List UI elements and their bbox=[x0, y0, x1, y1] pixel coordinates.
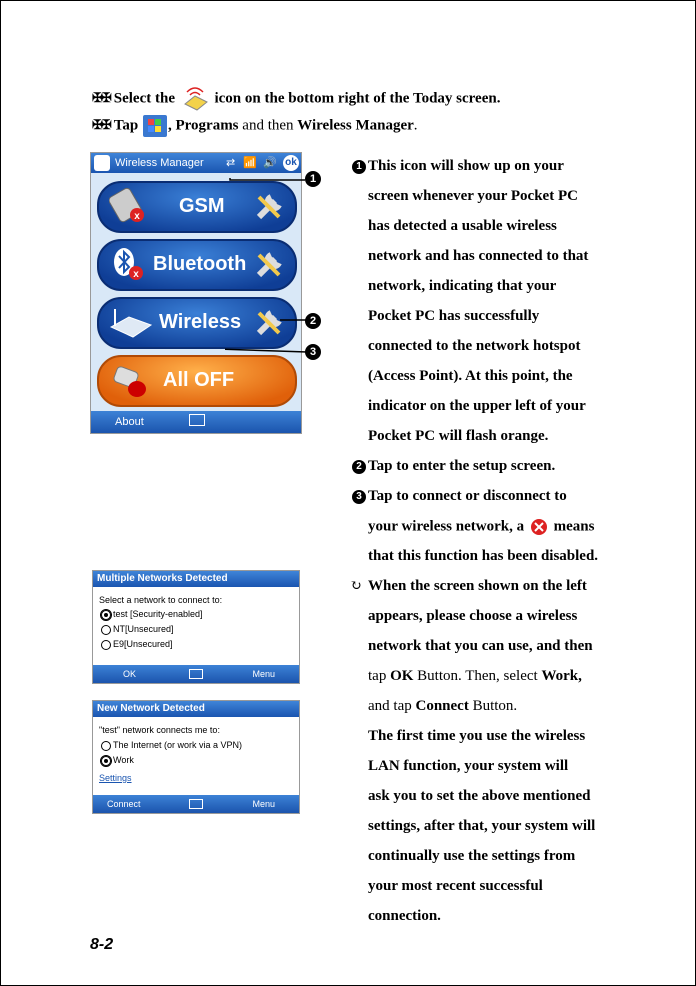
volume-icon[interactable]: 🔊 bbox=[263, 157, 277, 169]
option-work[interactable]: Work bbox=[101, 755, 134, 766]
callout-1: 1 bbox=[305, 171, 321, 187]
ok-softkey[interactable]: OK bbox=[123, 669, 137, 679]
windows-start-icon bbox=[142, 114, 168, 138]
wm-softkey-bar bbox=[91, 411, 301, 433]
option-internet[interactable]: The Internet (or work via a VPN) bbox=[101, 740, 242, 751]
all-off-button[interactable]: All OFF bbox=[97, 355, 297, 407]
keyboard-icon[interactable] bbox=[189, 799, 203, 809]
dialog2-title: New Network Detected bbox=[93, 701, 299, 717]
gsm-button[interactable]: x GSM bbox=[97, 181, 297, 233]
svg-text:x: x bbox=[134, 211, 140, 222]
dialog1-softkey-bar bbox=[93, 665, 299, 683]
disabled-x-icon bbox=[528, 518, 550, 536]
wireless-button[interactable]: Wireless bbox=[97, 297, 297, 349]
arrow-bullet-icon: ↻ bbox=[350, 579, 362, 594]
dialog1-title: Multiple Networks Detected bbox=[93, 571, 299, 587]
svg-text:x: x bbox=[133, 269, 139, 280]
power-switch-icon bbox=[111, 363, 151, 399]
hand-bullet-icon: ✠✠ bbox=[92, 90, 110, 106]
callout-2: 2 bbox=[305, 313, 321, 329]
bluetooth-icon bbox=[109, 245, 147, 283]
callout-lines bbox=[225, 170, 315, 360]
ok-button[interactable]: ok bbox=[283, 155, 299, 171]
pda-icon bbox=[109, 187, 147, 225]
keyboard-icon[interactable] bbox=[189, 414, 205, 426]
network-option-e9[interactable]: E9[Unsecured] bbox=[101, 639, 173, 650]
connection-icon[interactable]: ⇄ bbox=[226, 157, 236, 169]
intro-line-2: ✠✠ Tap , Programs and then Wireless Manager. bbox=[92, 114, 418, 138]
keyboard-icon[interactable] bbox=[189, 669, 203, 679]
access-point-icon bbox=[107, 305, 157, 341]
wm-title: Wireless Manager bbox=[115, 157, 204, 169]
page-number: 8-2 bbox=[90, 936, 114, 953]
callout-3: 3 bbox=[305, 344, 321, 360]
dialog2-softkey-bar bbox=[93, 795, 299, 813]
new-network-dialog: New Network Detected "test" network connects me to: The Internet (or work via a VPN) Work Settings Connect Menu bbox=[92, 700, 300, 814]
network-option-nt[interactable]: NT[Unsecured] bbox=[101, 624, 174, 635]
multiple-networks-dialog: Multiple Networks Detected Select a network to connect to: test [Security-enabled] NT[Unsecured] E9[Unsecured] OK Menu bbox=[92, 570, 300, 684]
signal-icon[interactable]: 📶 bbox=[243, 157, 257, 169]
about-softkey[interactable]: About bbox=[115, 416, 144, 428]
network-option-test[interactable]: test [Security-enabled] bbox=[101, 609, 203, 620]
bluetooth-button[interactable]: x Bluetooth bbox=[97, 239, 297, 291]
settings-link[interactable]: Settings bbox=[99, 773, 132, 783]
connect-softkey[interactable]: Connect bbox=[107, 799, 141, 809]
menu-softkey[interactable]: Menu bbox=[252, 799, 275, 809]
menu-softkey[interactable]: Menu bbox=[252, 669, 275, 679]
wireless-tray-icon bbox=[179, 86, 211, 112]
hand-bullet-icon: ✠✠ bbox=[92, 117, 110, 133]
start-icon[interactable] bbox=[94, 155, 110, 171]
intro-line-1: ✠✠ Select the icon on the bottom right of the Today screen. bbox=[92, 86, 500, 112]
